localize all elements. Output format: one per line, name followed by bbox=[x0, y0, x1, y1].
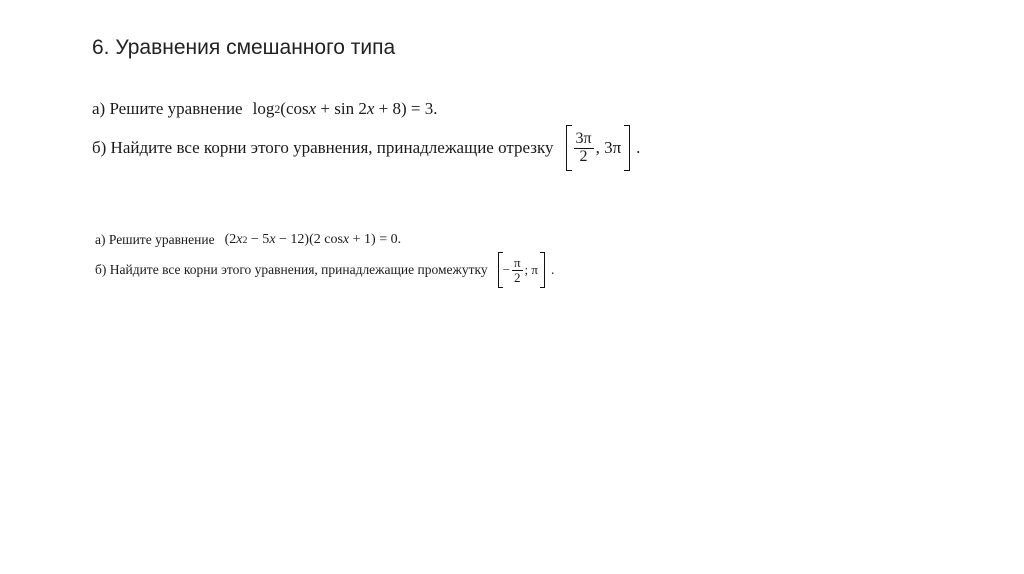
equation-part: − 12)(2 cos bbox=[275, 232, 343, 247]
period: . bbox=[636, 138, 641, 157]
fraction-denominator: 2 bbox=[513, 269, 521, 285]
problem2-part-b-text: б) Найдите все корни этого уравнения, принадлежащие промежутку bbox=[95, 262, 488, 277]
variable-x: x bbox=[342, 232, 350, 247]
period: . bbox=[550, 262, 555, 277]
minus-sign: − bbox=[502, 262, 510, 277]
variable-x: x bbox=[308, 99, 317, 118]
variable-x: x bbox=[366, 99, 375, 118]
problem1-part-b-text: б) Найдите все корни этого уравнения, принадлежащие отрезку bbox=[92, 138, 554, 157]
interval-range bbox=[498, 252, 545, 288]
problem2-equation bbox=[225, 232, 401, 248]
problem2-part-a-text: а) Решите уравнение bbox=[95, 232, 215, 247]
problem1-part-b bbox=[92, 126, 640, 170]
interval-segment bbox=[566, 125, 631, 171]
fraction-numerator: π bbox=[513, 254, 521, 270]
equation-part: (2 bbox=[224, 232, 237, 247]
equation-part: + sin 2 bbox=[316, 99, 367, 118]
equation-part: + 1) = 0. bbox=[349, 232, 402, 247]
fraction-denominator: 2 bbox=[579, 147, 588, 165]
interval-right-value: ; π bbox=[524, 262, 538, 277]
equation-part: (cos bbox=[280, 99, 309, 118]
interval-right-value: , 3π bbox=[595, 138, 622, 157]
problem1-equation bbox=[253, 99, 438, 119]
equation-part: − 5 bbox=[247, 232, 270, 247]
problem1-part-a bbox=[92, 99, 438, 119]
right-square-bracket bbox=[624, 125, 630, 171]
slide-title: 6. Уравнения смешанного типа bbox=[92, 36, 396, 59]
left-square-bracket bbox=[566, 125, 572, 171]
fraction bbox=[574, 131, 594, 166]
fraction-numerator: 3π bbox=[575, 129, 592, 147]
problem1-part-a-text: а) Решите уравнение bbox=[92, 99, 243, 118]
exponent: 2 bbox=[242, 234, 248, 246]
log-base: 2 bbox=[274, 101, 281, 116]
variable-x: x bbox=[236, 232, 243, 247]
variable-x: x bbox=[269, 232, 276, 247]
equation-part: + 8) = 3. bbox=[374, 99, 438, 118]
problem2-part-a bbox=[95, 232, 401, 248]
problem2-part-b bbox=[95, 252, 554, 288]
right-square-bracket bbox=[540, 252, 545, 288]
log-symbol: log bbox=[252, 99, 275, 118]
fraction bbox=[512, 256, 523, 284]
